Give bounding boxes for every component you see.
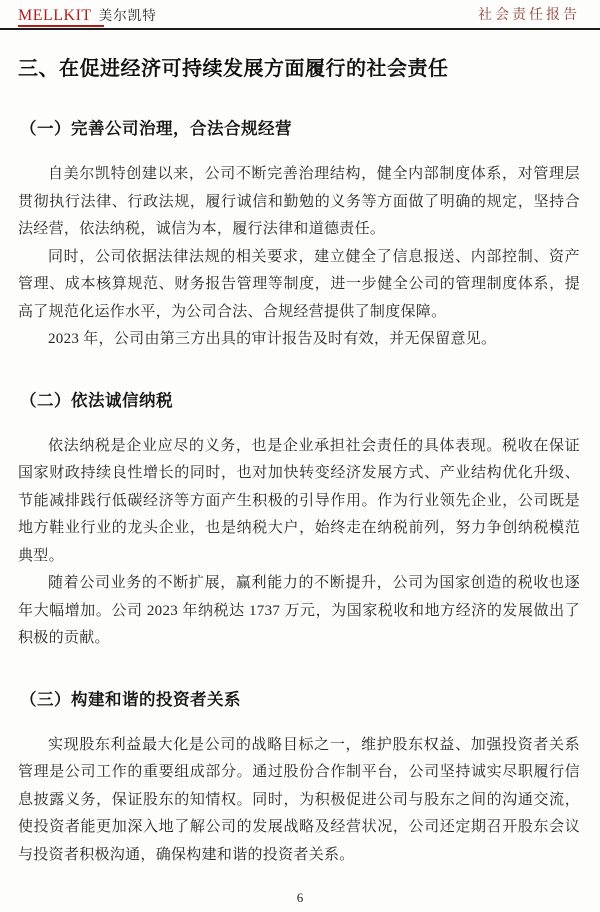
page-title: 三、在促进经济可持续发展方面履行的社会责任 xyxy=(18,58,449,80)
section-body xyxy=(18,732,580,870)
section-investor-relations xyxy=(0,689,600,870)
section-corporate-governance xyxy=(0,118,600,354)
paragraph: 同时，公司依据法律法规的相关要求，建立健全了信息报送、内部控制、资产管理、成本核算规范、财务报告管理等制度，进一步健全公司的管理制度体系，提高了规范化运作水平，为公司合法、合规经营提供了制度保障。 xyxy=(18,248,580,320)
brand-name-chinese: 美尔凯特 xyxy=(98,8,157,23)
paragraph: 2023 年，公司由第三方出具的审计报告及时有效，并无保留意见。 xyxy=(48,331,497,347)
paragraph: 依法纳税是企业应尽的义务，也是企业承担社会责任的具体表现。税收在保证国家财政持续良性增长的同时，也对加快转变经济发展方式、产业结构优化升级、节能减排践行低碳经济等方面产生积极的引导作用。作为行业领先企业，公司既是地方鞋业行业的龙头企业，也是纳税大户，始终走在纳税前列，努力争创纳税模范典型。 xyxy=(18,437,580,564)
section-body xyxy=(18,161,580,354)
section-tax-integrity xyxy=(0,390,600,653)
brand-underline xyxy=(18,25,104,27)
page-footer xyxy=(0,890,600,906)
paragraph: 实现股东利益最大化是公司的战略目标之一，维护股东权益、加强投资者关系管理是公司工作的重要组成部分。通过股份合作制平台，公司坚持诚实尽职履行信息披露义务，保证股东的知情权。同时，为积极促进公司与股东之间的沟通交流，使投资者能更加深入地了解公司的发展战略及经营状况，公司还定期召开股东会议与投资者积极沟通，确保构建和谐的投资者关系。 xyxy=(18,736,580,863)
document-title: 社会责任报告 xyxy=(478,8,580,23)
section-body xyxy=(18,433,580,653)
paragraph: 随着公司业务的不断扩展，赢利能力的不断提升，公司为国家创造的税收也逐年大幅增加。公司 2023 年纳税达 1737 万元，为国家税收和地方经济的发展做出了积极的贡献。 xyxy=(18,575,580,646)
section-heading-governance: （一）完善公司治理，合法合规经营 xyxy=(20,120,292,138)
brand-logo-text: MELLKIT xyxy=(18,7,92,24)
paragraph: 自美尔凯特创建以来，公司不断完善治理结构，健全内部制度体系，对管理层贯彻执行法律、行政法规，履行诚信和勤勉的义务等方面做了明确的规定，坚持合法经营，依法纳税，诚信为本，履行法律和道德责任。 xyxy=(18,166,580,237)
section-heading-investors: （三）构建和谐的投资者关系 xyxy=(20,690,241,709)
section-heading-tax: （二）依法诚信纳税 xyxy=(20,391,173,410)
page-number: 6 xyxy=(296,890,304,905)
brand xyxy=(18,7,157,24)
